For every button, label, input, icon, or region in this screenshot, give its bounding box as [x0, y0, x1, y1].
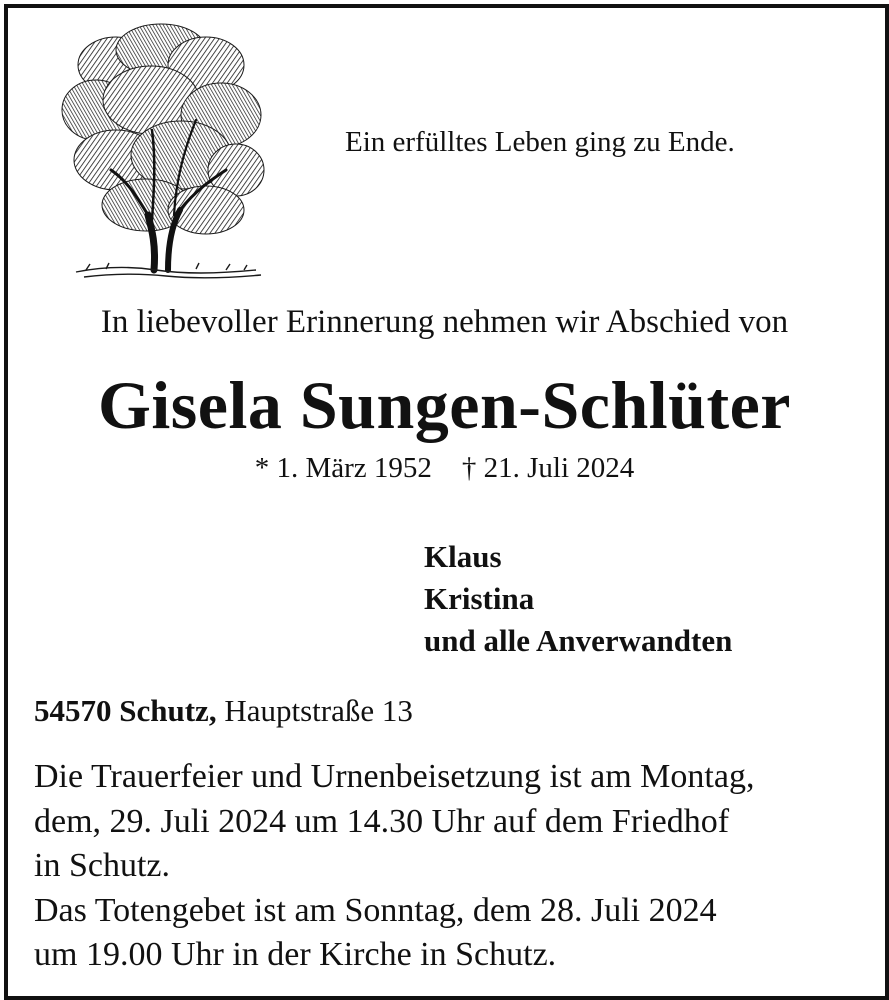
- service-info-line: in Schutz.: [34, 847, 170, 884]
- intro-text: In liebevoller Erinnerung nehmen wir Abschied von: [100, 304, 789, 340]
- death-date: † 21. Juli 2024: [461, 452, 635, 484]
- mourner-name: Kristina: [424, 581, 535, 616]
- address: [34, 693, 413, 729]
- tagline: Ein erfülltes Leben ging zu Ende.: [345, 126, 735, 158]
- mourner-name: Klaus: [424, 539, 502, 574]
- birth-date: * 1. März 1952: [254, 452, 432, 484]
- service-info: [34, 755, 754, 978]
- address-city: 54570 Schutz,: [34, 693, 217, 728]
- tree-illustration-icon: [56, 20, 276, 284]
- service-info-line: um 19.00 Uhr in der Kirche in Schutz.: [34, 936, 557, 973]
- mourner-name: und alle Anverwandten: [424, 623, 733, 658]
- service-info-line: Das Totengebet ist am Sonntag, dem 28. Juli 2024: [34, 891, 717, 929]
- address-street: Hauptstraße 13: [224, 693, 413, 728]
- service-info-line: dem, 29. Juli 2024 um 14.30 Uhr auf dem Friedhof: [34, 802, 730, 840]
- mourners-list: [424, 536, 732, 662]
- life-dates: [0, 452, 889, 485]
- service-info-line: Die Trauerfeier und Urnenbeisetzung ist am Montag,: [34, 758, 755, 795]
- deceased-name: Gisela Sungen-Schlüter: [98, 367, 791, 443]
